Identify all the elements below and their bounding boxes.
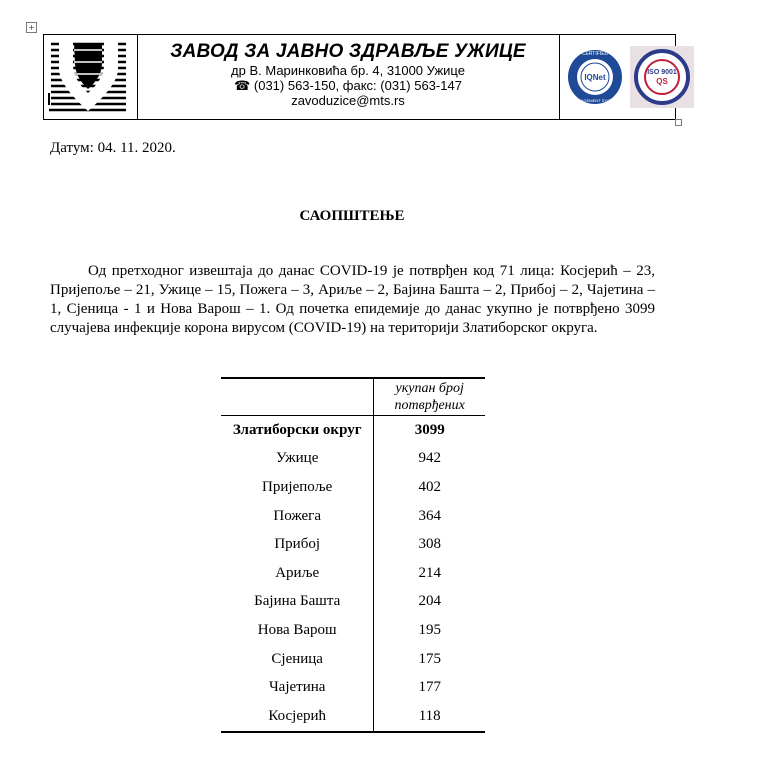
header-line-2: потврђених: [394, 398, 465, 413]
table-header-total-confirmed: [374, 378, 485, 416]
table-row: [221, 473, 485, 502]
iso-9001-logo: [630, 46, 694, 108]
municipality-name: Нова Варош: [257, 621, 337, 638]
table-resize-handle[interactable]: [675, 119, 682, 126]
municipality-name: Сјеница: [271, 650, 323, 667]
municipality-count: 214: [374, 559, 485, 588]
institute-address: др В. Маринковића бр. 4, 31000 Ужице: [231, 63, 465, 78]
municipality-name: Пожега: [273, 507, 321, 524]
institute-phone-fax: (031) 563-150, факс: (031) 563-147: [253, 78, 462, 93]
header-line-1: укупан број: [395, 381, 464, 396]
municipality-count: 175: [374, 645, 485, 674]
table-row: [221, 616, 485, 645]
table-row: [221, 588, 485, 617]
iqnet-certified-logo: [566, 46, 624, 108]
municipality-count: 364: [374, 502, 485, 531]
table-row: [221, 530, 485, 559]
table-header-empty-cell: [221, 378, 374, 416]
document-date: Датум: 04. 11. 2020.: [50, 140, 176, 156]
municipality-name: Косјерић: [221, 702, 374, 732]
institute-logo-cell: [44, 35, 138, 119]
letterhead: [43, 34, 676, 120]
svg-text:IQNet: IQNet: [584, 73, 606, 82]
municipality-name: Пријепоље: [262, 478, 333, 495]
table-row: [221, 502, 485, 531]
institute-info-cell: [137, 35, 560, 119]
table-move-handle[interactable]: +: [26, 22, 37, 33]
municipality-name: Прибој: [274, 536, 321, 553]
announcement-paragraph: Од претходног извештаја до данас COVID-19 је потврђен код 71 лица: Косјерић – 23, Пријепоље – 21, Ужице – 15, Пожега – 3, Ариље – 2, Бајина Башта – 2, Прибој – 2, Чајетина – 1, Сјеница - 1 и Нова Варош – 1. Од почетка епидемије до данас укупно је потврђено 3099 случајева инфекције корона вирусом (COVID-19) на територији Златиборског округа.: [50, 263, 655, 336]
case-statistics-table: [221, 377, 485, 733]
table-total-row: [221, 416, 485, 445]
municipality-count: 942: [374, 445, 485, 474]
svg-text:ISO 9001: ISO 9001: [647, 69, 677, 76]
municipality-count: 195: [374, 616, 485, 645]
institute-name: ЗАВОД ЗА ЈАВНО ЗДРАВЉЕ УЖИЦЕ: [170, 41, 526, 62]
table-row: [221, 445, 485, 474]
municipality-count: 177: [374, 673, 485, 702]
municipality-count: 204: [374, 588, 485, 617]
svg-text:QS: QS: [656, 77, 668, 86]
municipality-name: Ариље: [275, 564, 320, 581]
municipality-name: Чајетина: [268, 679, 326, 696]
document-title: САОПШТЕЊЕ: [299, 208, 405, 224]
table-row: [221, 673, 485, 702]
municipality-count: 402: [374, 473, 485, 502]
table-row: [221, 559, 485, 588]
institute-logo: [44, 35, 136, 119]
municipality-name: Ужице: [275, 450, 319, 467]
svg-text:MANAGEMENT SYSTEM: MANAGEMENT SYSTEM: [571, 98, 619, 103]
district-total: 3099: [374, 416, 485, 445]
svg-text:CERTIFIED: CERTIFIED: [581, 51, 609, 57]
municipality-count: 118: [374, 702, 485, 732]
district-name: Златиборски округ: [232, 421, 362, 438]
table-row: [221, 702, 485, 732]
institute-phone-line: [137, 78, 559, 93]
municipality-name: Бајина Башта: [254, 593, 341, 610]
municipality-count: 308: [374, 530, 485, 559]
telephone-icon: ☎: [234, 78, 251, 93]
table-row: [221, 645, 485, 674]
institute-email: zavoduzice@mts.rs: [291, 93, 405, 108]
certification-cell: [560, 35, 676, 119]
table-header-row: [221, 378, 485, 416]
